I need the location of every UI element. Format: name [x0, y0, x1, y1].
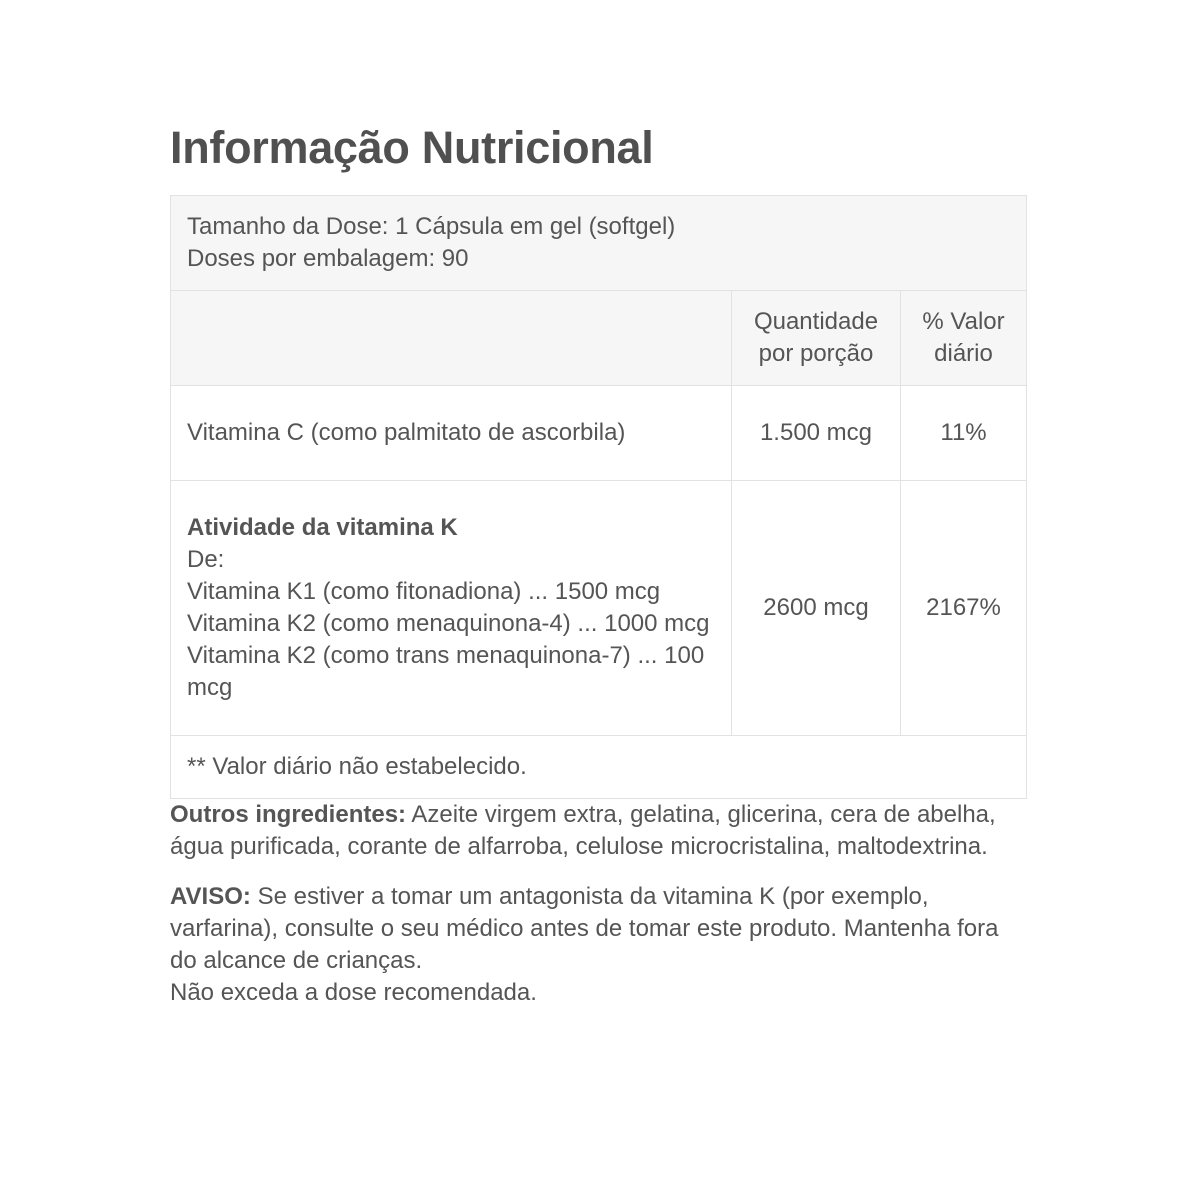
nutrient-name-cell	[171, 481, 732, 736]
header-nutrient	[171, 291, 732, 386]
header-amount: Quantidade por porção	[732, 291, 901, 386]
table-row	[171, 481, 1027, 736]
serving-info-cell	[171, 196, 1027, 291]
footnote: ** Valor diário não estabelecido.	[171, 736, 1027, 799]
warning-extra: Não exceda a dose recomendada.	[170, 979, 537, 1006]
footnote-row	[171, 736, 1027, 799]
nutrition-section	[170, 118, 1026, 1009]
table-row	[171, 386, 1027, 481]
other-ingredients-label: Outros ingredientes:	[170, 801, 407, 828]
warning	[170, 881, 1026, 1009]
nutrient-sub-heading: De:	[187, 546, 225, 573]
nutrient-sub-item: Vitamina K1 (como fitonadiona) ... 1500 mcg	[187, 578, 661, 605]
warning-text: Se estiver a tomar um antagonista da vitamina K (por exemplo, varfarina), consulte o seu médico antes de tomar este produto. Mantenha fora do alcance de crianças.	[170, 883, 999, 974]
nutrient-daily-value: 2167%	[901, 481, 1027, 736]
warning-label: AVISO:	[170, 883, 251, 910]
header-daily-value: % Valor diário	[901, 291, 1027, 386]
serving-size: Tamanho da Dose: 1 Cápsula em gel (softgel)	[187, 213, 676, 240]
page-title: Informação Nutricional	[170, 122, 654, 173]
serving-info-row	[171, 196, 1027, 291]
nutrient-sub-item: Vitamina K2 (como menaquinona-4) ... 1000 mcg	[187, 610, 710, 637]
other-ingredients-text: Azeite virgem extra, gelatina, glicerina, cera de abelha, água purificada, corante de alfarroba, celulose microcristalina, maltodextrina.	[170, 801, 996, 860]
nutrient-sub-item: Vitamina K2 (como trans menaquinona-7) ... 100 mcg	[187, 642, 705, 701]
nutrient-daily-value: 11%	[901, 386, 1027, 481]
nutrient-name: Vitamina C (como palmitato de ascorbila)	[171, 386, 732, 481]
nutrient-name: Atividade da vitamina K	[187, 514, 458, 541]
nutrient-amount: 1.500 mcg	[732, 386, 901, 481]
servings-per-package: Doses por embalagem: 90	[187, 245, 469, 272]
nutrition-table	[170, 195, 1027, 799]
other-ingredients	[170, 799, 1026, 863]
table-header-row	[171, 291, 1027, 386]
nutrient-amount: 2600 mcg	[732, 481, 901, 736]
